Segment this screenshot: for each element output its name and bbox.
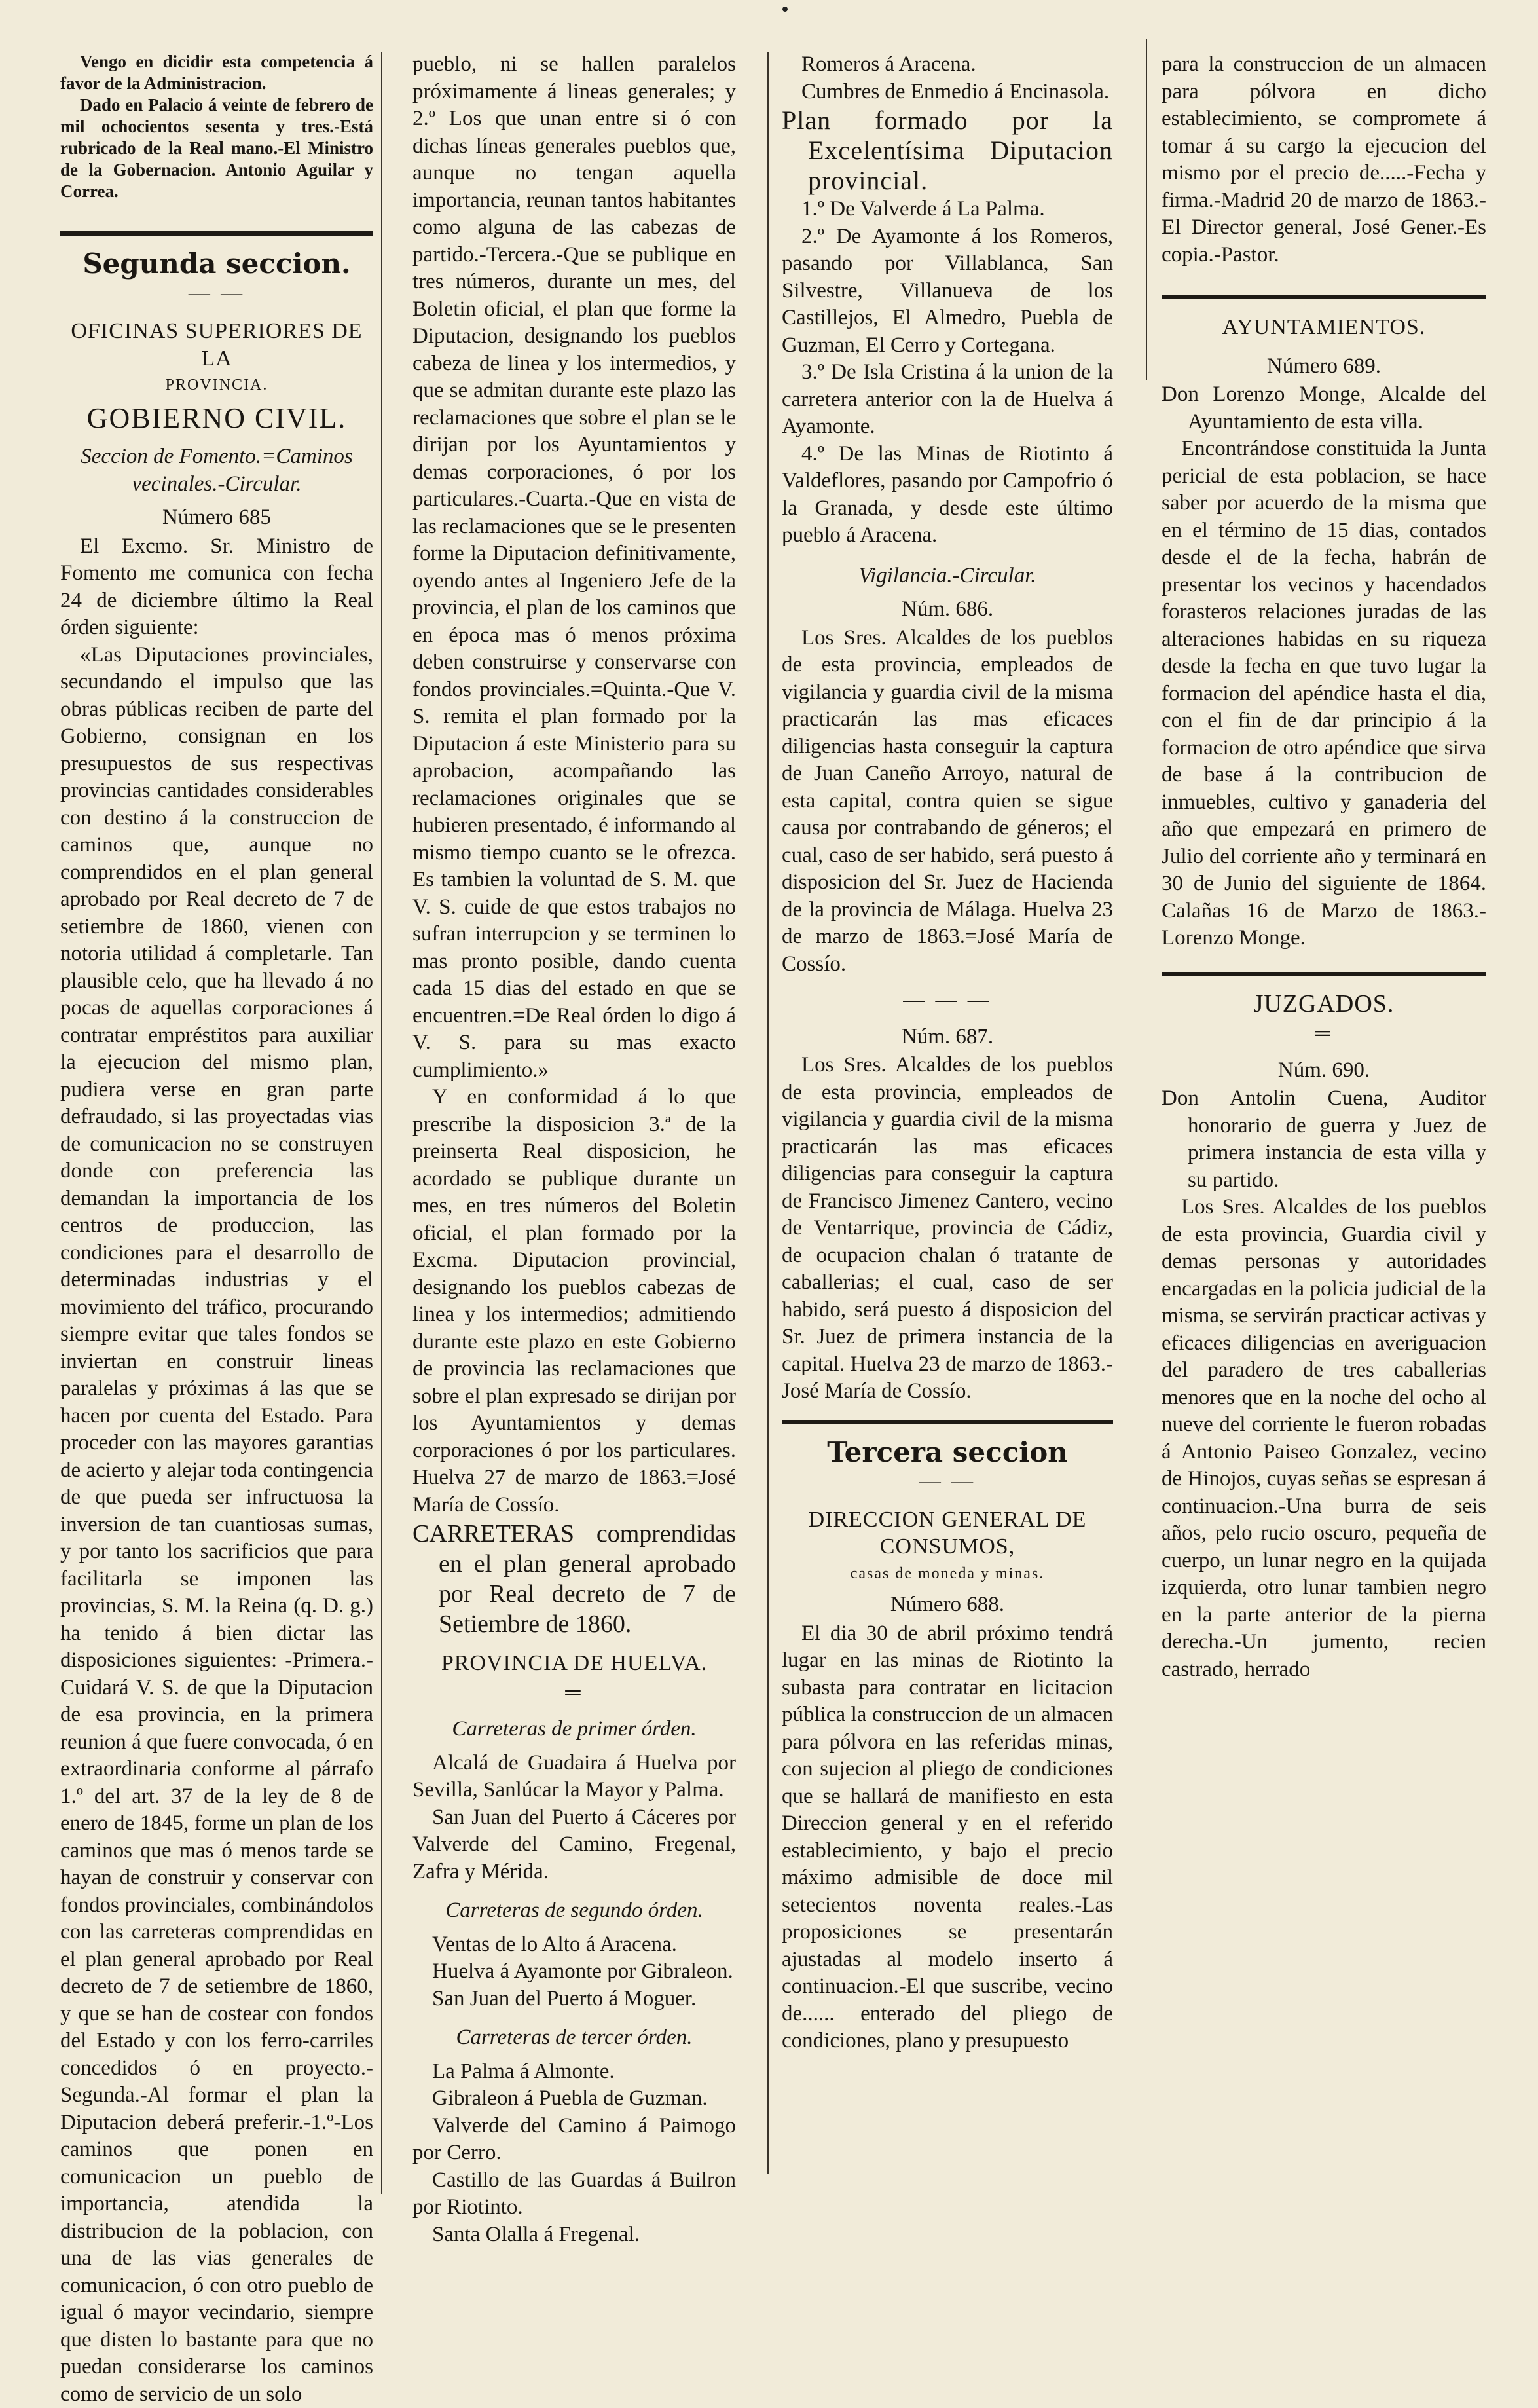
paragraph-686: Los Sres. Alcaldes de los pueblos de esta provincia, empleados de vigilancia y guardia civil de la misma practicarán las mas eficaces diligencias hasta conseguir la captura de Juan Caneño Arroyo, natural de esta capital, contra quien se sigue causa por contrabando de géneros; el cual, caso de ser habido, será puesto á disposicion del Sr. Juez de Hacienda de la provincia de Málaga. Huelva 23 de marzo de 1863.=José María de Cossío. [782,625,1113,978]
paragraph-685-conformity: Y en conformidad á lo que prescribe la disposicion 3.ª de la preinserta Real disposicion, he acordado se publique durante un mes, en tres números del Boletin oficial, el plan formado por la Excma. Diputacion provincial, designando los pueblos cabezas de linea y los intermedios; admitiendo durante este plazo en este Gobierno de provincia las reclamaciones que sobre el plan expresado se dirijan por los Ayuntamientos y demas corporaciones ó por los particulares. Huelva 27 de marzo de 1863.=José María de Cossío. [412,1084,736,1519]
paragraph-690: Los Sres. Alcaldes de los pueblos de esta provincia, Guardia civil y demas personas y autoridades encargadas en la policia judicial de la misma, se servirán practicar activas y eficaces diligencias en averiguacion del paradero de tres caballerias menores que en la noche del ocho al nueve del corriente le fueron robadas á Antonio Paiseo Gonzalez, vecino de Hinojos, cuyas señas se espresan á continuacion.-Una burra de seis años, pelo rucio oscuro, pequeña de cuerpo, un lunar negro en la quijada izquierda, otro lunar tambien negro en la parte anterior de la pierna derecha.-Un jumento, recien castrado, herrado [1162,1194,1486,1683]
tercer-orden-item: Romeros á Aracena. [782,51,1113,79]
plan-item: 1.º De Valverde á La Palma. [782,196,1113,223]
plan-heading: Plan formado por la Excelentísima Diputacion provincial. [782,105,1113,196]
column-rule-3 [1146,39,1147,380]
separator: — — — [782,987,1113,1014]
primer-orden-item: Alcalá de Guadaira á Huelva por Sevilla, Sanlúcar la Mayor y Palma. [412,1750,736,1804]
number-689: Número 689. [1162,353,1486,380]
number-690: Núm. 690. [1162,1057,1486,1084]
direccion-heading [782,1506,1113,1588]
divider [60,231,373,236]
plan-item: 4.º De las Minas de Riotinto á Valdeflores, pasando por Campofrio ó la Granada, y desde este último pueblo á Aracena. [782,441,1113,549]
plan-item: 2.º De Ayamonte á los Romeros, pasando por Villablanca, San Silvestre, Villanueva de los Castillejos, El Almedro, Puebla de Guzman, El Cerro y Cortegana. [782,223,1113,360]
paragraph-688: El dia 30 de abril próximo tendrá lugar en las minas de Riotinto la subasta para contratar en licitacion pública la construccion de un almacen para pólvora en las referidas minas, con sujecion al pliego de condiciones que se hallará de manifiesto en esta Direccion general y en el referido establecimiento, y bajo el precio máximo admisible de doce mil setecientos noventa reales.-Las proposiciones se presentarán ajustadas al modelo inserto á continuacion.-El que suscribe, vecino de...... enterado del pliego de condiciones, plano y presupuesto [782,1620,1113,2055]
paragraph-685-intro: El Excmo. Sr. Ministro de Fomento me comunica con fecha 24 de diciembre último la Real órden siguiente: [60,533,373,642]
section-title-segunda: Segunda seccion. [60,250,373,278]
provincia-heading: PROVINCIA DE HUELVA. [412,1650,736,1677]
number-687: Núm. 687. [782,1024,1113,1051]
offices-heading [60,318,373,399]
primer-orden-item: San Juan del Puerto á Cáceres por Valverde del Camino, Fregenal, Zafra y Mérida. [412,1804,736,1886]
paragraph-689: Encontrándose constituida la Junta pericial de esta poblacion, se hace saber por acuerdo de la misma que en el término de 15 dias, contados desde el de la fecha, habrán de presentar los vecinos y hacendados forasteros relaciones juradas de las alteraciones habidas en su riqueza desde la fecha en que tuvo lugar la formacion del apéndice hasta el dia, con el fin de dar principio á la formacion de otro apéndice que sirva de base á la contribucion de inmuebles, cultivo y ganaderia del año que empezará en primero de Julio del corriente año y terminará en 30 de Junio del siguiente de 1864. Calañas 16 de Marzo de 1863.-Lorenzo Monge. [1162,435,1486,952]
ayuntamientos-heading: AYUNTAMIENTOS. [1162,314,1486,341]
column-4 [1162,51,1486,2195]
divider [1162,295,1486,299]
primer-orden-heading: Carreteras de primer órden. [412,1716,736,1743]
divider [782,1420,1113,1424]
number-685: Número 685 [60,504,373,532]
decree-signature: Dado en Palacio á veinte de febrero de mil ochocientos sesenta y tres.-Está rubricado de la Real mano.-El Ministro de la Gobernacion. Antonio Aguilar y Correa. [60,94,373,202]
decree-text: Vengo en dicidir esta competencia á favor de la Administracion. [60,51,373,94]
paragraph-685-order: «Las Diputaciones provinciales, secundando el impulso que las obras públicas reciben de parte del Gobierno, consignan en los presupuestos de sus respectivas provincias cantidades considerables con destino á la construccion de caminos que, aunque no comprendidos en el plan general aprobado por Real decreto de 7 de setiembre de 1860, vienen con notoria utilidad á completarle. Tan plausible celo, que ha llevado á no pocas de aquellas corporaciones á contratar empréstitos para auxiliar la ejecucion del mismo plan, pudiera verse en gran parte defraudado, si las proyectadas vias de comunicacion no se construyen donde con preferencia las demandan la importancia de los centros de produccion, las condiciones para el desarrollo de determinadas industrias y el movimiento del tráfico, procurando siempre evitar que tales fondos se inviertan en construir lineas paralelas y próximas á las que se hacen por cuenta del Estado. Para proceder con las mayores garantias de acierto y alejar toda contingencia de que pueda ser infructuosa la inversion de tan cuantiosas sumas, y por tanto los sacrificios que para facilitarla se imponen las provincias, S. M. la Reina (q. D. g.) ha tenido á bien dictar las disposiciones siguientes: -Primera.-Cuidará V. S. de que la Diputacion de esa provincia, en la primera reunion á que fuere convocada, ó en extraordinaria conforme al párrafo 1.º del art. 37 de la ley de 8 de enero de 1845, forme un plan de los caminos que mas ó menos tarde se hayan de construir y conservar con fondos provinciales, combinándolos con las carreteras comprendidas en el plan general aprobado por Real decreto de 7 de setiembre de 1860, y que se han de costear con fondos del Estado y con los ferro-carriles concedidos ó en proyecto.-Segunda.-Al formar el plan la Diputacion deberá preferir.-1.º-Los caminos que ponen en comunicacion un pueblo de importancia, atendida la distribucion de la poblacion, con una de las vias generales de comunicacion, ó con otro pueblo de igual ó mayor vecindario, siempre que disten lo bastante para que no puedan considerarse los caminos como de servicio de un solo [60,642,373,2408]
segundo-orden-heading: Carreteras de segundo órden. [412,1897,736,1925]
offices-subheading: PROVINCIA. [60,372,373,399]
divider [1162,972,1486,976]
plan-item: 3.º De Isla Cristina á la union de la carretera anterior con la de Huelva á Ayamonte. [782,359,1113,441]
paragraph-688-cont: para la construccion de un almacen para pólvora en dicho establecimiento, se compromete á tomar á su cargo la ejecucion del mismo por el precio de.....-Fecha y firma.-Madrid 20 de marzo de 1863.-El Director general, José Gener.-Es copia.-Pastor. [1162,51,1486,269]
section-dash: — — [60,280,373,308]
direccion-heading-text: DIRECCION GENERAL DE CONSUMOS, [809,1508,1087,1559]
juzgados-dash: ═ [1162,1020,1486,1048]
paragraph-687: Los Sres. Alcaldes de los pueblos de esta provincia, empleados de vigilancia y guardia civil de la misma practicarán las mas eficaces diligencias para conseguir la captura de Francisco Jimenez Cantero, vecino de Ventarrique, provincia de Cádiz, de ocupacion chalan ó tratante de caballerias; el cual, caso de ser habido, será puesto á disposicion del Sr. Juez de primera instancia de la capital. Huelva 23 de marzo de 1863.-José María de Cossío. [782,1052,1113,1405]
gobierno-civil-heading: GOBIERNO CIVIL. [60,405,373,432]
tercer-orden-item: Gibraleon á Puebla de Guzman. [412,2085,736,2113]
section-title-tercera: Tercera seccion [782,1439,1113,1466]
carreteras-heading: CARRETERAS comprendidas en el plan general aprobado por Real decreto de 7 de Setiembre de 1860. [412,1519,736,1639]
segundo-orden-item: Ventas de lo Alto á Aracena. [412,1931,736,1959]
vigilancia-heading: Vigilancia.-Circular. [782,563,1113,590]
column-rule-1 [381,52,382,2194]
column-3 [782,51,1113,2195]
intro-689: Don Lorenzo Monge, Alcalde del Ayuntamiento de esta villa. [1162,381,1486,435]
tercer-orden-item: Santa Olalla á Fregenal. [412,2221,736,2249]
tercer-orden-heading: Carreteras de tercer órden. [412,2024,736,2052]
tercer-orden-item: La Palma á Almonte. [412,2058,736,2086]
paragraph-685-cont: pueblo, ni se hallen paralelos próximamente á lineas generales; y 2.º Los que unan entre si ó con dichas líneas generales pueblos que, aunque no tengan aquella importancia, reunan tantos habitantes como alguna de las cabezas de partido.-Tercera.-Que se publique en tres números, durante un mes, del Boletin oficial, el plan que forme la Diputacion, designando los pueblos cabeza de linea y los intermedios, y que se admitan durante este plazo las reclamaciones que sobre el plan se le dirijan por los Ayuntamientos y demas corporaciones, ó por los particulares.-Cuarta.-Que en vista de las reclamaciones que se le presenten forme la Diputacion definitivamente, oyendo antes al Ingeniero Jefe de la provincia, el plan de los caminos que en época mas ó menos próxima deben construirse y conservarse con fondos provinciales.=Quinta.-Que V. S. remita el plan formado por la Diputacion á este Ministerio para su aprobacion, acompañando las reclamaciones originales que se hubieren presentado, é informando al mismo tiempo cuanto se le ofrezca. Es tambien la voluntad de S. M. que V. S. cuide de que estos trabajos no sufran interrupcion y se terminen lo mas pronto posible, dando cuenta cada 15 dias del estado en que se encuentren.=De Real órden lo digo á V. S. para su mas exacto cumplimiento.» [412,51,736,1084]
section-dash: — — [782,1468,1113,1496]
tercer-orden-item: Castillo de las Guardas á Builron por Riotinto. [412,2167,736,2221]
offices-heading-text: OFICINAS SUPERIORES DE LA [71,319,362,371]
segundo-orden-item: San Juan del Puerto á Moguer. [412,1986,736,2013]
segundo-orden-item: Huelva á Ayamonte por Gibraleon. [412,1958,736,1986]
column-2 [412,51,736,2195]
column-rule-2 [767,52,769,2174]
intro-690: Don Antolin Cuena, Auditor honorario de guerra y Juez de primera instancia de esta villa y su partido. [1162,1085,1486,1194]
direccion-subheading: casas de moneda y minas. [782,1561,1113,1588]
number-688: Número 688. [782,1591,1113,1619]
tercer-orden-item: Cumbres de Enmedio á Encinasola. [782,79,1113,106]
juzgados-heading: JUZGADOS. [1162,991,1486,1018]
fomento-heading: Seccion de Fomento.=Caminos vecinales.-Circular. [60,443,373,498]
tercer-orden-item: Valverde del Camino á Paimogo por Cerro. [412,2113,736,2167]
column-1 [60,51,373,2195]
number-686: Núm. 686. [782,596,1113,623]
provincia-dash: ═ [412,1680,736,1707]
